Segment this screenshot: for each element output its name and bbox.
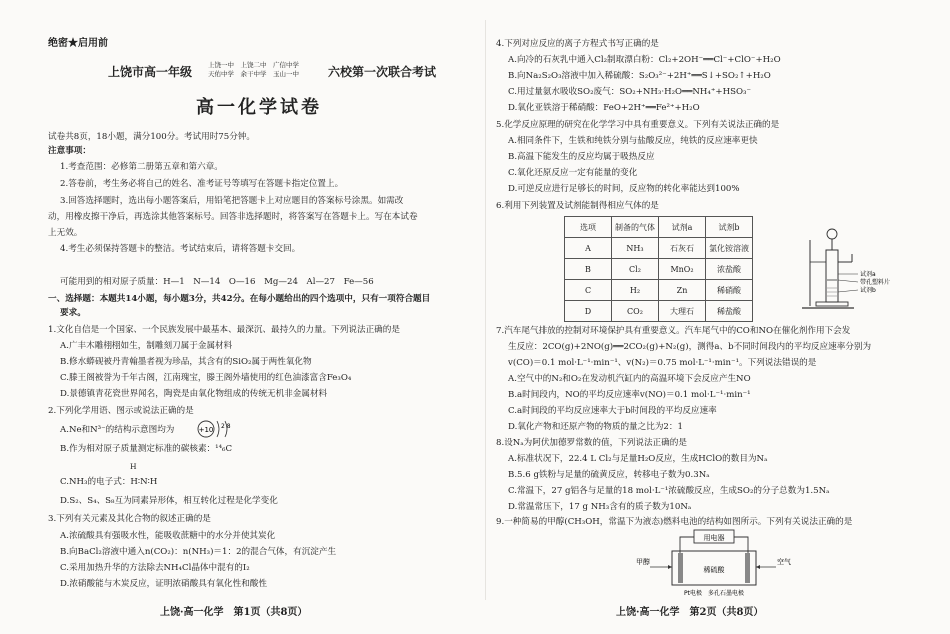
note-item: 3.回答选择题时，选出每小题答案后，用铅笔把答题卡上对应题目的答案标号涂黑。如需改 — [60, 196, 404, 206]
table-cell: A — [565, 238, 612, 259]
table-cell: Cl₂ — [612, 259, 659, 280]
option-a: A.广丰木雕栩栩如生，制雕刻刀属于金属材料 — [60, 341, 233, 351]
header-tail: 六校第一次联合考试 — [328, 65, 437, 79]
page-footer: 上饶·高一化学 第1页（共8页） — [160, 607, 308, 618]
option-c: C.滕王阁被誉为千年古阁，江南瑰宝，滕王阁外墙使用的红色油漆富含Fe₃O₄ — [60, 373, 352, 383]
option-b: B.修水蟒砚被丹青翰墨者视为珍品，其含有的SiO₂属于两性氧化物 — [60, 357, 312, 367]
section-heading: 一、选择题：本题共14小题，每小题3分，共42分。在每小题给出的四个选项中，只有一项符合题目 — [48, 294, 431, 304]
option-d: D.景德镇青花瓷世界闻名，陶瓷是由氧化物组成的传统无机非金属材料 — [60, 389, 328, 399]
option-d: D.S₂、S₄、S₈互为同素异形体，相互转化过程是化学变化 — [60, 496, 278, 506]
option-a: A.标准状况下，22.4 L Cl₂与足量H₂O反应，生成HClO的数目为Nₐ — [508, 454, 768, 464]
table-header-row — [565, 217, 753, 238]
table-cell: 稀盐酸 — [706, 301, 753, 322]
option-a: A.向冷的石灰乳中通入Cl₂制取漂白粉：Cl₂+2OH⁻══Cl⁻+ClO⁻+H₂O — [508, 55, 781, 65]
option-b: B.高温下能发生的反应均属于吸热反应 — [508, 152, 655, 162]
option-a: A.空气中的N₂和O₂在发动机汽缸内的高温环境下会反应产生NO — [508, 374, 751, 384]
question-stem: 1.文化自信是一个国家、一个民族发展中最基本、最深沉、最持久的力量。下列说法正确的是 — [48, 325, 400, 335]
table-row — [565, 238, 753, 259]
option-c: C.a时间段的平均反应速率大于b时间段的平均反应速率 — [508, 406, 717, 416]
page-1 — [38, 0, 476, 634]
table-cell: 浓盐酸 — [706, 259, 753, 280]
table-row — [565, 280, 753, 301]
note-item: 上无效。 — [48, 228, 83, 238]
secret-mark: 绝密★启用前 — [48, 38, 108, 49]
question-stem: 4.下列对应反应的离子方程式书写正确的是 — [496, 39, 659, 49]
page-2 — [496, 0, 926, 634]
table-cell: 大理石 — [659, 301, 706, 322]
note-item: 2.答卷前，考生务必将自己的姓名、准考证号等填写在答题卡指定位置上。 — [60, 179, 344, 189]
table-cell: CO₂ — [612, 301, 659, 322]
question-stem: 8.设Nₐ为阿伏加德罗常数的值，下列说法正确的是 — [496, 438, 687, 448]
options-table — [564, 216, 753, 322]
header-schools-bottom: 天佑中学 余干中学 玉山一中 — [208, 70, 299, 78]
methanol-label: 甲醇 — [636, 558, 650, 566]
label-perforated-plate: 带孔塑料片 — [860, 279, 891, 286]
option-c: C.NH₃的电子式：H∶N∶H — [60, 477, 158, 487]
question-stem: 6.利用下列装置及试剂能制得相应气体的是 — [496, 201, 659, 211]
electrode-labels: Pt电极 多孔石墨电极 — [684, 590, 744, 597]
exam-title: 高一化学试卷 — [196, 97, 322, 118]
atom-structure-diagram — [196, 418, 236, 440]
table-cell: H₂ — [612, 280, 659, 301]
note-item: 4.考生必须保持答题卡的整洁。考试结束后，请将答题卡交回。 — [60, 244, 301, 254]
table-header-cell: 试剂a — [659, 217, 706, 238]
option-c: C.用过量氨水吸收SO₂废气：SO₂+NH₃·H₂O══NH₄⁺+HSO₃⁻ — [508, 87, 752, 97]
question-stem: 3.下列有关元素及其化合物的叙述正确的是 — [48, 514, 211, 524]
option-d: D.氧化亚铁溶于稀硝酸：FeO+2H⁺══Fe²⁺+H₂O — [508, 103, 700, 113]
option-b: B.向BaCl₂溶液中通入n(CO₂)：n(NH₃)＝1：2的混合气体，有沉淀产生 — [60, 547, 337, 557]
note-item: 动，用橡皮擦干净后，再选涂其他答案标号。回答非选择题时，将答案写在答题卡上。写在本试卷 — [48, 212, 418, 222]
question-stem: 2.下列化学用语、图示或说法正确的是 — [48, 406, 194, 416]
electron-shells: 2 8 — [221, 423, 231, 430]
table-cell: D — [565, 301, 612, 322]
question-stem-cont: 生反应：2CO(g)+2NO(g)══2CO₂(g)+N₂(g)，测得a、b不同时间段内的平均反应速率分别为 — [508, 342, 872, 352]
table-cell: B — [565, 259, 612, 280]
option-a: A.相同条件下，生铁和纯铁分别与盐酸反应，纯铁的反应速率更快 — [508, 136, 758, 146]
table-row — [565, 259, 753, 280]
label-reagent-a: 试剂a — [860, 271, 876, 278]
table-row — [565, 301, 753, 322]
option-d: D.可逆反应进行足够长的时间，反应物的转化率能达到100% — [508, 184, 740, 194]
option-b: B.向Na₂S₂O₃溶液中加入稀硫酸：S₂O₃²⁻+2H⁺══S↓+SO₂↑+H₂O — [508, 71, 771, 81]
device-label: 用电器 — [703, 534, 725, 542]
label-reagent-b: 试剂b — [860, 287, 876, 294]
option-c: C.常温下，27 g铝各与足量的18 mol·L⁻¹浓硫酸反应，生成SO₂的分子总数为1.5Nₐ — [508, 486, 830, 496]
column-divider — [485, 20, 486, 600]
question-stem: 7.汽车尾气排放的控制对环境保护具有重要意义。汽车尾气中的CO和NO在催化剂作用下会发 — [496, 326, 851, 336]
question-stem: 9.一种简易的甲醇(CH₃OH，常温下为液态)燃料电池的结构如图所示。下列有关说法正确的是 — [496, 517, 853, 527]
table-cell: 稀硝酸 — [706, 280, 753, 301]
option-d: D.浓硝酸能与木炭反应，证明浓硝酸具有氧化性和酸性 — [60, 579, 267, 589]
table-header-cell: 制备的气体 — [612, 217, 659, 238]
table-header-cell: 试剂b — [706, 217, 753, 238]
option-a: A.浓硫酸具有强吸水性，能吸收蔗糖中的水分并使其炭化 — [60, 531, 276, 541]
fuel-cell-diagram — [636, 527, 796, 599]
air-label: 空气 — [777, 558, 791, 566]
table-cell: 石灰石 — [659, 238, 706, 259]
option-b: B.5.6 g铁粉与足量的硫黄反应，转移电子数为0.3Nₐ — [508, 470, 710, 480]
table-cell: NH₃ — [612, 238, 659, 259]
table-cell: 氯化铵溶液 — [706, 238, 753, 259]
option-b: B.作为相对原子质量测定标准的碳核素：¹⁴₆C — [60, 444, 233, 454]
page-footer: 上饶·高一化学 第2页（共8页） — [616, 607, 764, 618]
header-city: 上饶市高一年级 — [108, 65, 193, 79]
option-c: C.氧化还原反应一定有能量的变化 — [508, 168, 638, 178]
option-a: A.Ne和N³⁻的结构示意图均为 — [60, 425, 175, 435]
atomic-masses: 可能用到的相对原子质量：H—1 N—14 O—16 Mg—24 Al—27 Fe—56 — [60, 277, 374, 287]
exam-info: 试卷共8页，18小题，满分100分。考试用时75分钟。 — [48, 132, 256, 142]
gas-apparatus-diagram — [796, 222, 922, 314]
electrolyte-label: 稀硫酸 — [703, 566, 725, 574]
option-b: B.a时间段内，NO的平均反应速率v(NO)＝0.1 mol·L⁻¹·min⁻¹ — [508, 390, 751, 400]
table-cell: MnO₂ — [659, 259, 706, 280]
table-cell: Zn — [659, 280, 706, 301]
electron-formula-top-h: H — [130, 462, 137, 471]
nucleus-charge: +10 — [198, 426, 214, 434]
question-stem-cont: v(CO)＝0.1 mol·L⁻¹·min⁻¹、v(N₂)＝0.75 mol·L⁻¹·min⁻¹。下列说法错误的是 — [508, 358, 817, 368]
section-heading-cont: 要求。 — [60, 308, 86, 318]
question-stem: 5.化学反应原理的研究在化学学习中具有重要意义。下列有关说法正确的是 — [496, 120, 780, 130]
table-cell: C — [565, 280, 612, 301]
option-c: C.采用加热升华的方法除去NH₄Cl晶体中混有的I₂ — [60, 563, 250, 573]
option-d: D.常温常压下，17 g NH₃含有的质子数为10Nₐ — [508, 502, 692, 512]
header-schools-top: 上饶一中 上饶二中 广信中学 — [208, 61, 299, 69]
note-item: 1.考查范围：必修第二册第五章和第六章。 — [60, 162, 223, 172]
notes-title: 注意事项： — [48, 146, 91, 156]
option-d: D.氧化产物和还原产物的物质的量之比为2：1 — [508, 422, 683, 432]
table-header-cell: 选项 — [565, 217, 612, 238]
